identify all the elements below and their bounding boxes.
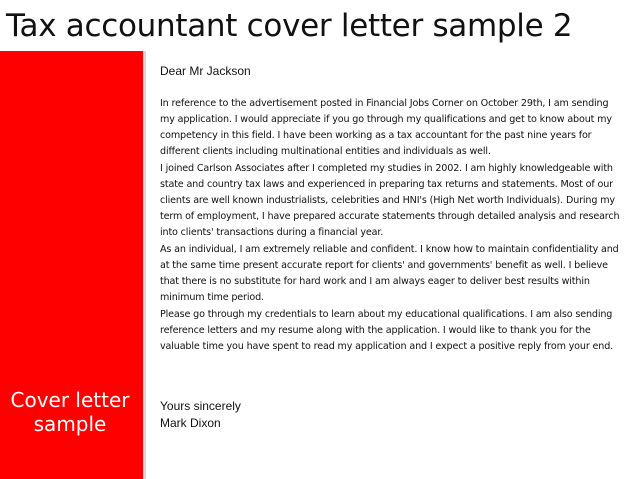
- letter-paragraph: I joined Carlson Associates after I completed my studies in 2002. I am highly knowledgeable with state and country tax laws and experienced in preparing tax returns and statements. Most of our clients are well known industrialists, celebrities and HNI's (High Net worth Individuals). During my term of employment, I have prepared accurate statements through detailed analysis and research into clients' transactions during a financial year.: [160, 163, 620, 238]
- side-caption-line2: sample: [33, 412, 107, 436]
- side-caption: [0, 388, 140, 436]
- letter-closing-block: [160, 398, 241, 432]
- letter-paragraph: In reference to the advertisement posted in Financial Jobs Corner on October 29th, I am sending my application. I would appreciate if you go through my qualifications and get to know about my competency in this field. I have been working as a tax accountant for the past nine years for different clients including multinational entities and individuals as well.: [160, 98, 612, 157]
- side-caption-line1: Cover letter: [10, 388, 130, 412]
- side-divider: [143, 51, 146, 479]
- page-title: Tax accountant cover letter sample 2: [6, 8, 573, 44]
- letter-salutation: Dear Mr Jackson: [160, 64, 251, 78]
- letter-body: [160, 63, 624, 356]
- letter-paragraph: As an individual, I am extremely reliable and confident. I know how to maintain confidentiality and at the same time present accurate report for clients' and governments' benefit as well. I believe that there is no substitute for hard work and I am always eager to deliver best results within minimum time period.: [160, 244, 619, 303]
- letter-paragraph: Please go through my credentials to learn about my educational qualifications. I am also sending reference letters and my resume along with the application. I would like to thank you for the valuable time you have spent to read my application and I expect a positive reply from your end.: [160, 309, 614, 352]
- letter-signature: Mark Dixon: [160, 416, 221, 430]
- letter-closing: Yours sincerely: [160, 399, 241, 413]
